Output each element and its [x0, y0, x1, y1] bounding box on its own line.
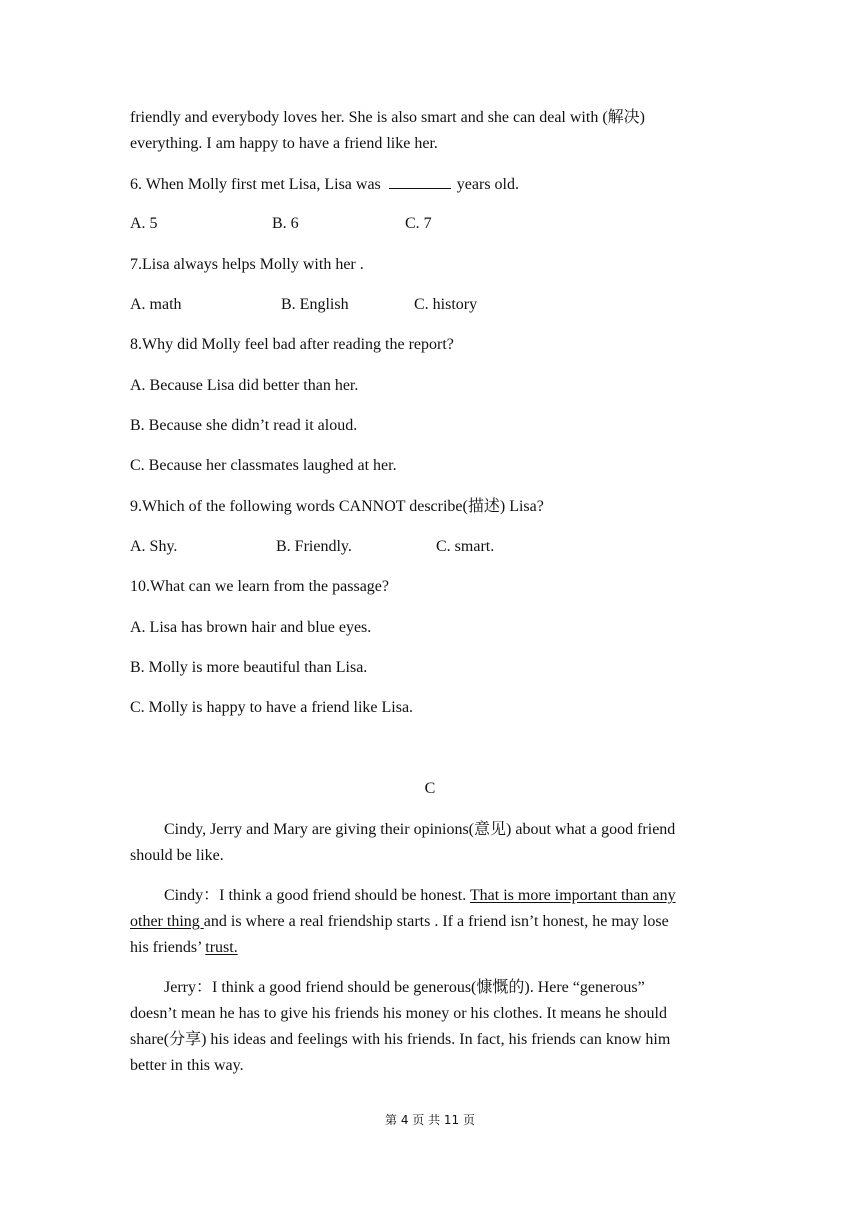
passage-text: Cindy, Jerry and Mary are giving their opinions(意见) about what a good friend	[164, 821, 676, 838]
section-heading: C	[424, 780, 436, 797]
passage-text: everything. I am happy to have a friend like her.	[130, 135, 438, 152]
option-b: B. Molly is more beautiful than Lisa.	[130, 659, 368, 676]
question-7: 7.Lisa always helps Molly with her .	[130, 256, 364, 273]
option-a: A. math	[130, 296, 182, 313]
passage-text: Cindy：I think a good friend should be honest.	[164, 887, 470, 904]
passage-text: his friends’	[130, 939, 206, 956]
option-b: B. Because she didn’t read it aloud.	[130, 417, 358, 434]
option-c: C. Because her classmates laughed at her.	[130, 457, 397, 474]
underlined-text: other thing	[130, 913, 204, 930]
option-a: A. Shy.	[130, 538, 178, 555]
option-c: C. smart.	[436, 538, 495, 555]
cindy-paragraph	[164, 886, 676, 906]
option-a: A. 5	[130, 215, 158, 232]
question-prompt: 6. When Molly first met Lisa, Lisa was	[130, 176, 381, 193]
option-b: B. Friendly.	[276, 538, 352, 555]
option-c: C. 7	[405, 215, 432, 232]
question-6	[130, 174, 519, 195]
option-b: B. English	[281, 296, 349, 313]
jerry-paragraph: better in this way.	[130, 1057, 244, 1074]
passage-text: and is where a real friendship starts . If a friend isn’t honest, he may lose	[203, 913, 669, 930]
underlined-text: That is more important than any	[469, 887, 676, 904]
page-footer: 第 4 页 共 11 页	[385, 1113, 475, 1127]
option-a: A. Lisa has brown hair and blue eyes.	[130, 619, 372, 636]
underlined-text: trust.	[205, 939, 238, 956]
option-a: A. Because Lisa did better than her.	[130, 377, 359, 394]
question-prompt-end: years old.	[456, 176, 519, 193]
passage-text: friendly and everybody loves her. She is also smart and she can deal with (解决)	[130, 109, 645, 126]
cindy-paragraph	[130, 938, 238, 958]
passage-text: should be like.	[130, 847, 224, 864]
cindy-paragraph	[130, 912, 669, 932]
question-9: 9.Which of the following words CANNOT describe(描述) Lisa?	[130, 498, 544, 515]
option-c: C. history	[414, 296, 478, 313]
question-10: 10.What can we learn from the passage?	[130, 578, 389, 595]
jerry-paragraph: Jerry：I think a good friend should be generous(慷慨的). Here “generous”	[164, 979, 645, 996]
jerry-paragraph: doesn’t mean he has to give his friends his money or his clothes. It means he should	[130, 1005, 667, 1022]
jerry-paragraph: share(分享) his ideas and feelings with his friends. In fact, his friends can know him	[130, 1031, 671, 1048]
option-b: B. 6	[272, 215, 299, 232]
question-8: 8.Why did Molly feel bad after reading the report?	[130, 336, 454, 353]
option-c: C. Molly is happy to have a friend like Lisa.	[130, 699, 414, 716]
answer-blank	[389, 174, 451, 189]
